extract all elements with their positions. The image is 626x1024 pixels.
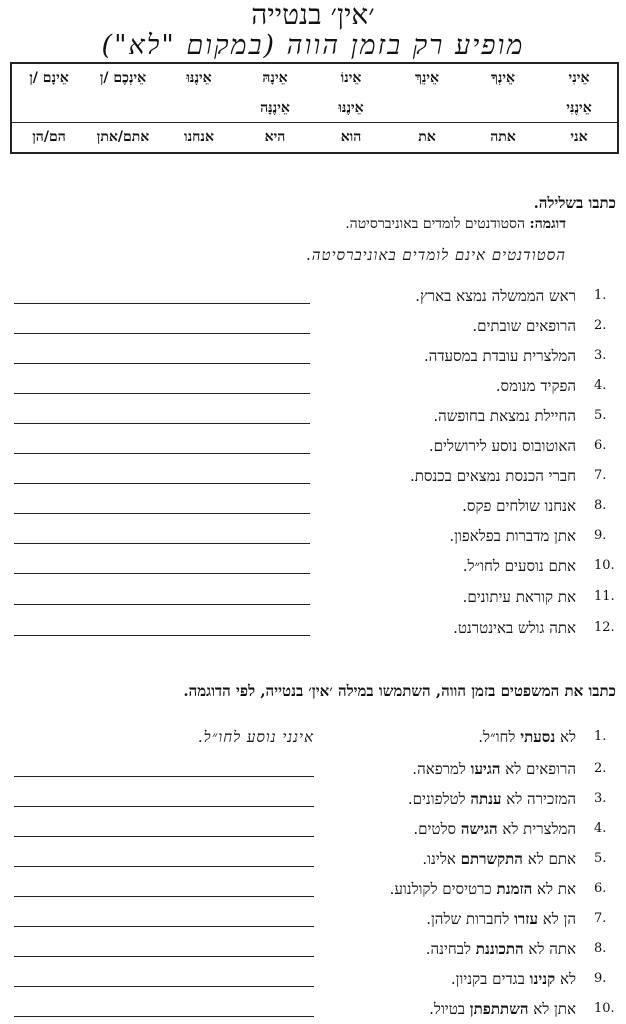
- answer-line[interactable]: [14, 866, 314, 867]
- answer-line[interactable]: [14, 806, 314, 807]
- conj-cell: אֵינִי: [568, 70, 590, 86]
- item-text: אתם לא התקשרתם אלינו.: [422, 850, 576, 868]
- conjugation-row-negation: [12, 67, 617, 89]
- item-text: המזכירה לא ענתה לטלפונים.: [407, 790, 576, 808]
- item-text: חברי הכנסת נמצאים בכנסת.: [409, 467, 576, 485]
- exercise-item: [0, 405, 626, 427]
- item-text: אתם נוסעים לחו״ל.: [462, 557, 576, 575]
- item-number: 6.: [594, 881, 607, 896]
- exercise-item: [0, 495, 626, 517]
- conj-cell: אֵינֵךְ: [414, 70, 440, 86]
- conj-cell: אתה: [490, 129, 516, 145]
- answer-line[interactable]: [14, 604, 310, 605]
- exercise-item: [0, 818, 626, 840]
- item-number: 8.: [594, 498, 607, 513]
- item-text: לא קנינו בגדים בקניון.: [450, 970, 576, 988]
- answer-line[interactable]: [14, 333, 310, 334]
- exercise-item: [0, 345, 626, 367]
- conj-cell: אנחנו: [184, 129, 214, 145]
- exercise-item: [0, 586, 626, 608]
- item-number: 9.: [594, 971, 607, 986]
- exercise-item: [0, 968, 626, 990]
- item-number: 4.: [594, 378, 607, 393]
- exercise-item: [0, 435, 626, 457]
- exercise-item: [0, 998, 626, 1020]
- conj-cell: אֵינְךָ: [490, 70, 516, 86]
- item-text: אתה גולש באינטרנט.: [453, 619, 576, 637]
- item-text: הרופאים לא הגיעו למרפאה.: [412, 760, 576, 778]
- section1-heading: כתבו בשלילה.: [533, 194, 616, 212]
- item-text: הפקיד מנומס.: [495, 377, 576, 395]
- item-number: 10.: [594, 558, 615, 573]
- item-number: 11.: [594, 589, 615, 604]
- conj-cell: אֵינְכֶם /ן: [99, 70, 147, 86]
- answer-line[interactable]: [14, 986, 314, 987]
- exercise-item: [0, 315, 626, 337]
- item-number: 1.: [594, 288, 607, 303]
- conj-cell: אֵינָם /ן: [29, 70, 69, 86]
- answer-line[interactable]: [14, 513, 310, 514]
- exercise-item: [0, 617, 626, 639]
- answer-line[interactable]: [14, 483, 310, 484]
- item-text: הן לא עזרו לחברות שלהן.: [426, 910, 576, 928]
- exercise-item: [0, 555, 626, 577]
- item-number: 3.: [594, 791, 607, 806]
- exercise-item: [0, 788, 626, 810]
- answer-line[interactable]: [14, 543, 310, 544]
- answer-line[interactable]: [14, 453, 310, 454]
- item-text: את קוראת עיתונים.: [462, 588, 576, 606]
- answer-line[interactable]: [14, 926, 314, 927]
- item-text: הרופאים שובתים.: [472, 317, 576, 335]
- item-text: את לא הזמנת כרטיסים לקולנוע.: [389, 880, 576, 898]
- conjugation-row-alternate: [12, 97, 617, 119]
- conj-cell: אֵינֶנִּי: [566, 100, 592, 116]
- table-divider: [12, 122, 617, 123]
- section2-example-answer: אינני נוסע לחו״ל.: [197, 728, 314, 746]
- item-number: 9.: [594, 528, 607, 543]
- item-text: המלצרית עובדת במסעדה.: [423, 347, 576, 365]
- exercise-item: [0, 908, 626, 930]
- item-number: 2.: [594, 761, 607, 776]
- conjugation-table: [10, 62, 619, 154]
- item-text: אתן לא השתתפתן בטיול.: [429, 1000, 576, 1018]
- answer-line[interactable]: [14, 393, 310, 394]
- item-text: המלצרית לא הגישה סלטים.: [413, 820, 576, 838]
- section2-heading: כתבו את המשפטים בזמן הווה, השתמשו במילה ׳אין׳ בנטייה, לפי הדוגמה.: [183, 682, 616, 700]
- answer-line[interactable]: [14, 776, 314, 777]
- conjugation-row-pronouns: [12, 126, 617, 148]
- item-number: 1.: [594, 729, 607, 744]
- conj-cell: אֵינֶנּוּ: [186, 70, 212, 86]
- page-title: ׳אין׳ בנטייה: [251, 0, 375, 31]
- item-number: 3.: [594, 348, 607, 363]
- item-number: 8.: [594, 941, 607, 956]
- exercise-item: [0, 726, 626, 748]
- example-text: הסטודנטים לומדים באוניברסיטה.: [345, 216, 526, 232]
- conj-cell: אני: [570, 129, 588, 145]
- conj-cell: אֵינֶנָּה: [260, 100, 290, 116]
- exercise-item: [0, 375, 626, 397]
- item-number: 5.: [594, 851, 607, 866]
- item-number: 10.: [594, 1001, 615, 1016]
- item-number: 5.: [594, 408, 607, 423]
- answer-line[interactable]: [14, 1016, 314, 1017]
- exercise-item: [0, 285, 626, 307]
- conj-cell: אֵינוֹ: [340, 70, 362, 86]
- conj-cell: אתם/אתן: [96, 129, 150, 145]
- item-text: לא נסעתי לחו״ל.: [478, 728, 576, 746]
- exercise-item: [0, 465, 626, 487]
- exercise-item: [0, 848, 626, 870]
- item-number: 7.: [594, 911, 607, 926]
- item-text: אתן מדברות בפלאפון.: [449, 527, 576, 545]
- answer-line[interactable]: [14, 956, 314, 957]
- item-text: החיילת נמצאת בחופשה.: [433, 407, 576, 425]
- exercise-item: [0, 878, 626, 900]
- page-subtitle: מופיע רק בזמן הווה (במקום "לא"): [101, 30, 525, 61]
- conj-cell: היא: [264, 129, 286, 145]
- item-text: האוטובוס נוסע לירושלים.: [428, 437, 576, 455]
- conj-cell: הם/הן: [32, 129, 66, 145]
- item-number: 4.: [594, 821, 607, 836]
- exercise-item: [0, 758, 626, 780]
- answer-line[interactable]: [14, 363, 310, 364]
- exercise-item: [0, 525, 626, 547]
- answer-line[interactable]: [14, 423, 310, 424]
- item-text: אתה לא התכוננת לבחינה.: [425, 940, 576, 958]
- conj-cell: את: [418, 129, 436, 145]
- item-number: 7.: [594, 468, 607, 483]
- answer-line[interactable]: [14, 635, 310, 636]
- exercise-item: [0, 938, 626, 960]
- example-label: דוגמה:: [529, 216, 566, 232]
- conj-cell: אֵינָהּ: [262, 70, 288, 86]
- answer-line[interactable]: [14, 573, 310, 574]
- conj-cell: אֵינֶנּוּ: [338, 100, 364, 116]
- conj-cell: הוא: [340, 129, 362, 145]
- item-text: ראש הממשלה נמצא בארץ.: [415, 287, 576, 305]
- section1-example: [345, 216, 566, 233]
- item-text: אנחנו שולחים פקס.: [462, 497, 576, 515]
- item-number: 6.: [594, 438, 607, 453]
- section1-example-answer: הסטודנטים אינם לומדים באוניברסיטה.: [305, 246, 566, 264]
- answer-line[interactable]: [14, 836, 314, 837]
- item-number: 2.: [594, 318, 607, 333]
- item-number: 12.: [594, 620, 615, 635]
- answer-line[interactable]: [14, 896, 314, 897]
- answer-line[interactable]: [14, 303, 310, 304]
